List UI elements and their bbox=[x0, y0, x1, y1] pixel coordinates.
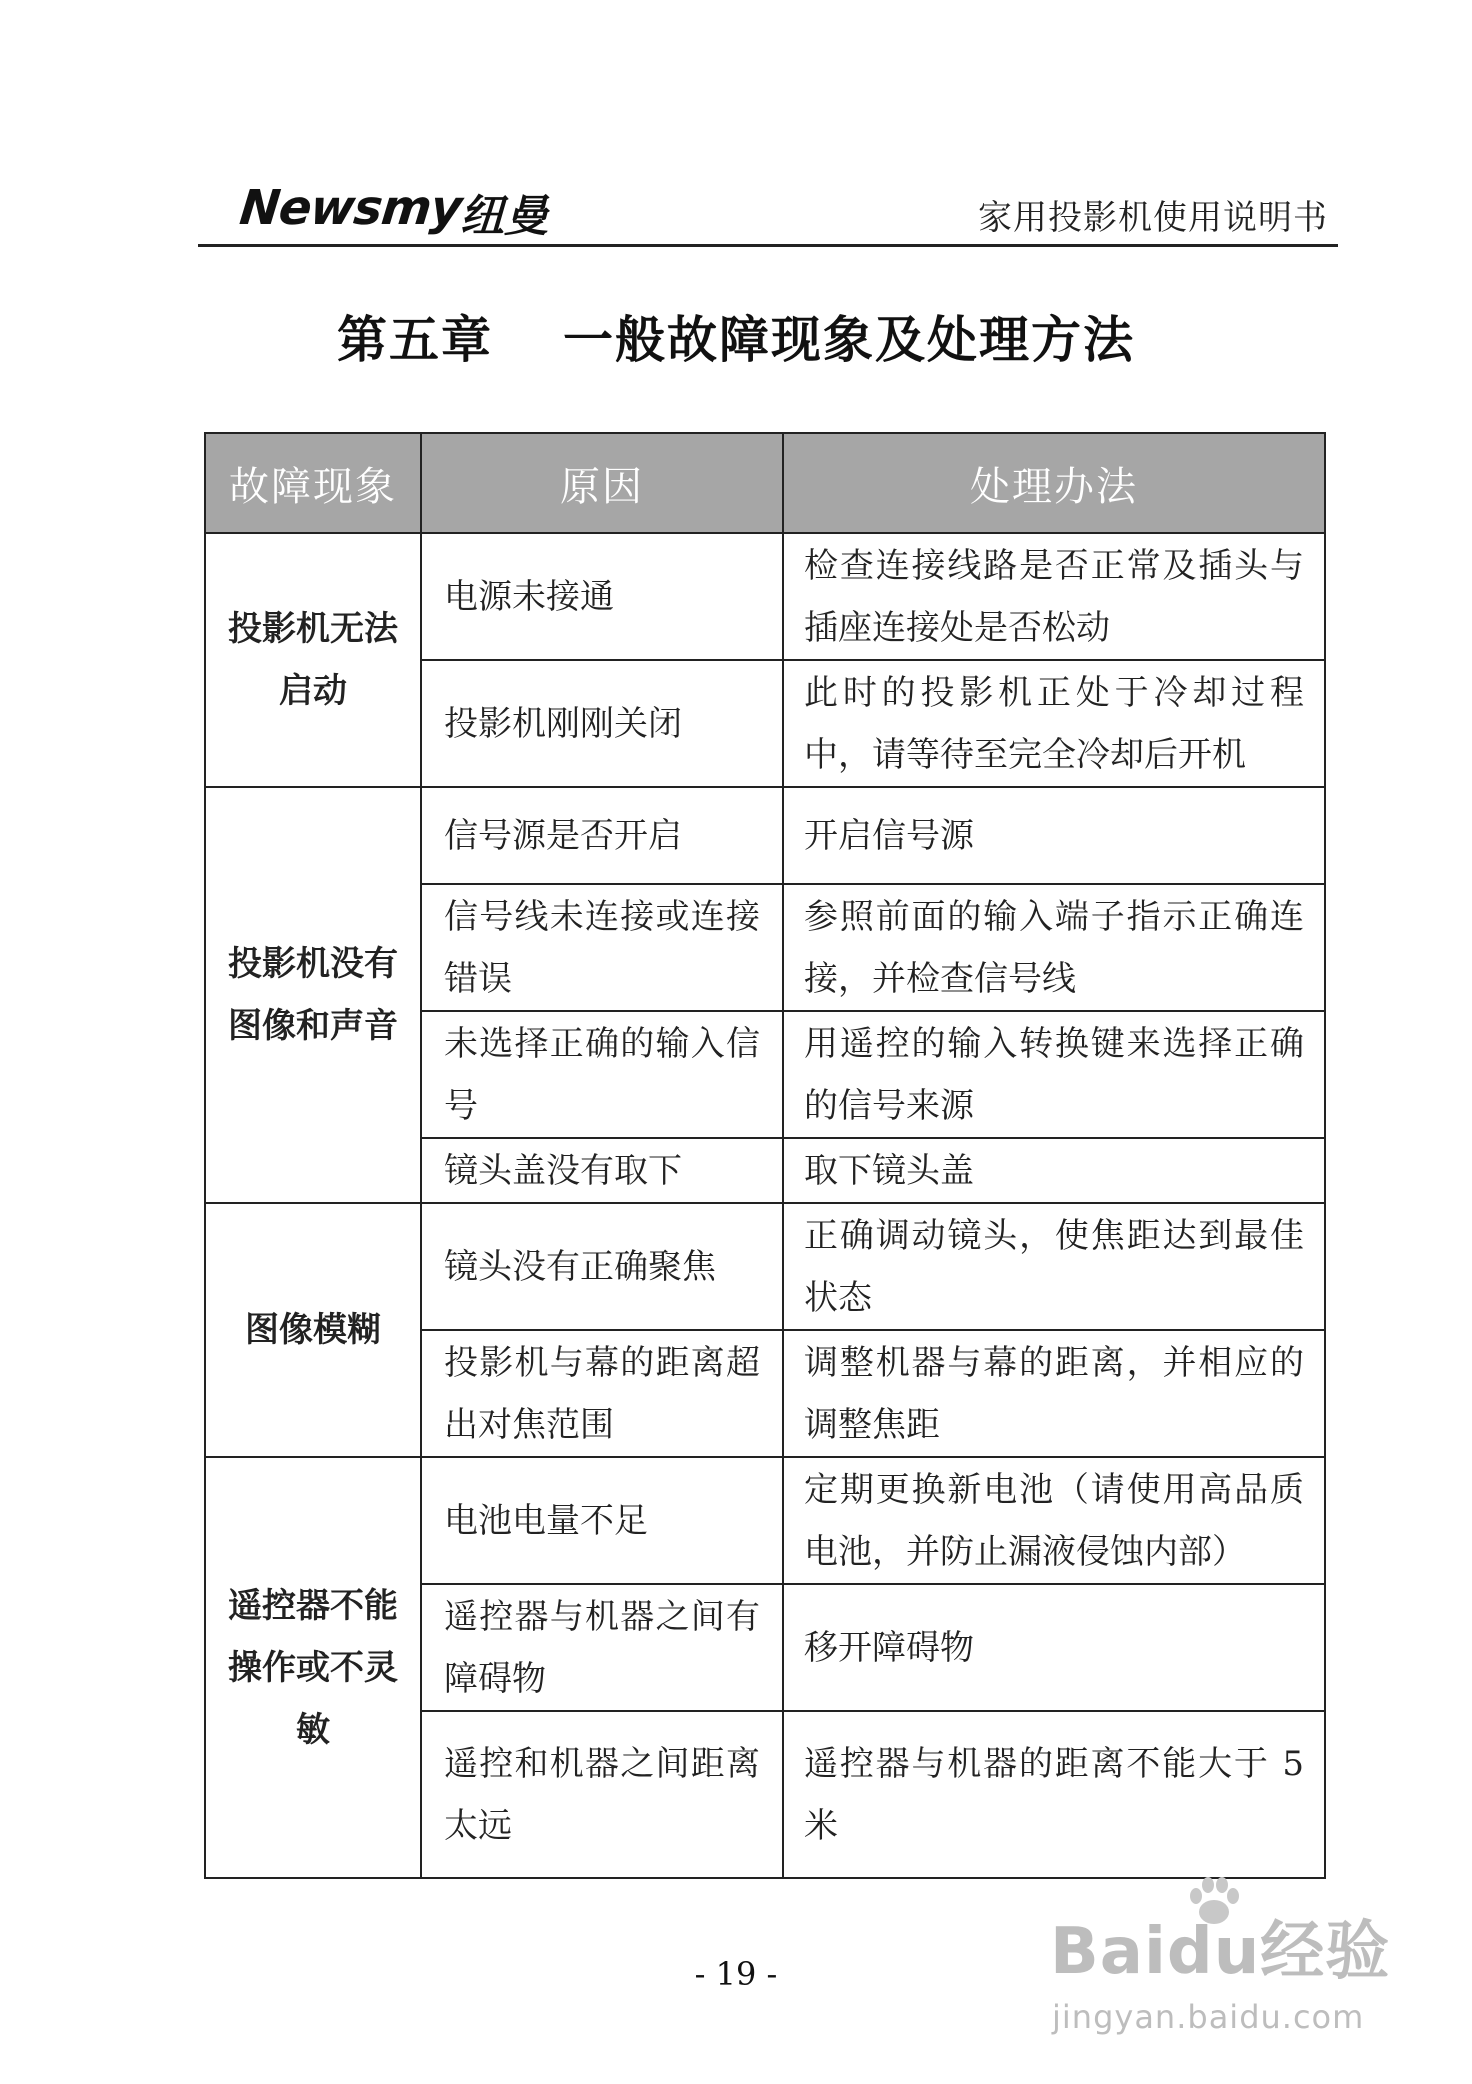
chapter-title: 一般故障现象及处理方法 bbox=[563, 310, 1135, 369]
solution-cell: 开启信号源 bbox=[783, 787, 1325, 884]
watermark-url: jingyan.baidu.com bbox=[1052, 1998, 1365, 2036]
cause-cell: 未选择正确的输入信号 bbox=[421, 1011, 783, 1138]
page-number: - 19 - bbox=[694, 1955, 778, 1993]
phenomenon-cell: 投影机没有图像和声音 bbox=[205, 787, 421, 1203]
document-title: 家用投影机使用说明书 bbox=[978, 198, 1328, 238]
fault-table bbox=[204, 432, 1326, 1879]
solution-cell: 此时的投影机正处于冷却过程中，请等待至完全冷却后开机 bbox=[783, 660, 1325, 787]
table-header-row bbox=[205, 433, 1325, 533]
cause-cell: 信号线未连接或连接错误 bbox=[421, 884, 783, 1011]
solution-cell: 检查连接线路是否正常及插头与插座连接处是否松动 bbox=[783, 533, 1325, 660]
chapter-number: 第五章 bbox=[337, 310, 493, 369]
table-row bbox=[205, 1203, 1325, 1330]
cause-cell: 遥控和机器之间距离太远 bbox=[421, 1711, 783, 1878]
solution-cell: 取下镜头盖 bbox=[783, 1138, 1325, 1203]
solution-cell: 用遥控的输入转换键来选择正确的信号来源 bbox=[783, 1011, 1325, 1138]
cause-cell: 信号源是否开启 bbox=[421, 787, 783, 884]
table-row bbox=[205, 1457, 1325, 1584]
page-header bbox=[198, 168, 1338, 247]
header-phenomenon: 故障现象 bbox=[205, 433, 421, 533]
cause-cell: 电源未接通 bbox=[421, 533, 783, 660]
solution-cell: 参照前面的输入端子指示正确连接，并检查信号线 bbox=[783, 884, 1325, 1011]
header-cause: 原因 bbox=[421, 433, 783, 533]
solution-cell: 正确调动镜头，使焦距达到最佳状态 bbox=[783, 1203, 1325, 1330]
brand-logo-cn: 纽曼 bbox=[460, 191, 548, 242]
cause-cell: 电池电量不足 bbox=[421, 1457, 783, 1584]
phenomenon-cell: 投影机无法启动 bbox=[205, 533, 421, 787]
watermark-text: Baidu经验 bbox=[1050, 1915, 1391, 1989]
phenomenon-cell: 遥控器不能操作或不灵敏 bbox=[205, 1457, 421, 1878]
solution-cell: 定期更换新电池（请使用高品质电池，并防止漏液侵蚀内部） bbox=[783, 1457, 1325, 1584]
solution-cell: 移开障碍物 bbox=[783, 1584, 1325, 1711]
table-row bbox=[205, 787, 1325, 884]
table-row bbox=[205, 533, 1325, 660]
cause-cell: 镜头盖没有取下 bbox=[421, 1138, 783, 1203]
phenomenon-cell: 图像模糊 bbox=[205, 1203, 421, 1457]
solution-cell: 调整机器与幕的距离，并相应的调整焦距 bbox=[783, 1330, 1325, 1457]
header-solution: 处理办法 bbox=[783, 433, 1325, 533]
watermark bbox=[1050, 1900, 1410, 2050]
cause-cell: 镜头没有正确聚焦 bbox=[421, 1203, 783, 1330]
cause-cell: 遥控器与机器之间有障碍物 bbox=[421, 1584, 783, 1711]
cause-cell: 投影机与幕的距离超出对焦范围 bbox=[421, 1330, 783, 1457]
solution-cell: 遥控器与机器的距离不能大于 5 米 bbox=[783, 1711, 1325, 1878]
cause-cell: 投影机刚刚关闭 bbox=[421, 660, 783, 787]
brand-logo: Newsmy bbox=[237, 180, 464, 236]
chapter-heading bbox=[0, 300, 1472, 372]
